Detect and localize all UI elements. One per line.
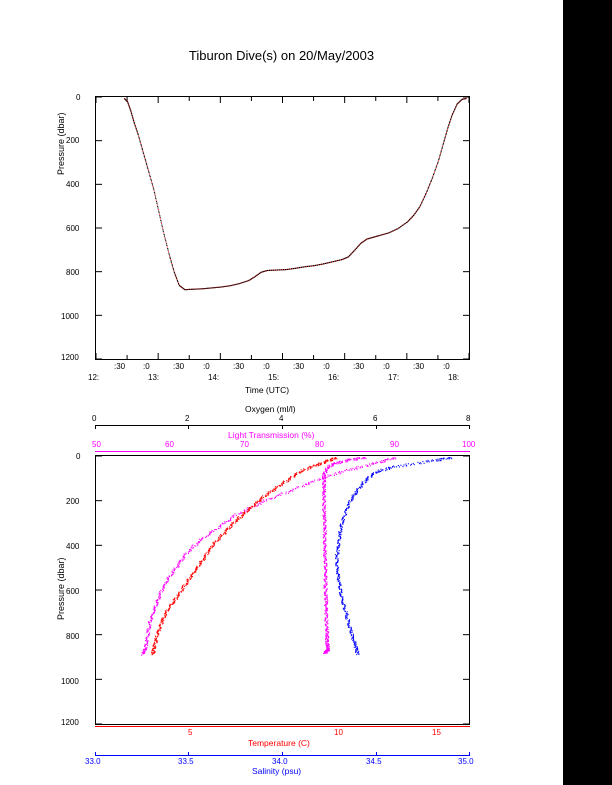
plot2-y-axis-label: Pressure (dbar): [56, 557, 66, 620]
plot1-xminor-1: :0: [143, 362, 150, 371]
dive-profile-plot: [95, 96, 470, 360]
plot1-xminor-8: :30: [353, 362, 365, 371]
temperature-ticklabel-10: 10: [334, 728, 343, 737]
transmission-ticklabel-70: 70: [240, 440, 249, 449]
plot1-xmajor-12: 12:: [88, 373, 100, 382]
oxygen-tick-6: [376, 425, 377, 429]
plot1-xminor-7: :0: [323, 362, 330, 371]
salinity-ticklabel-330: 33.0: [85, 757, 101, 766]
transmission-ticklabel-50: 50: [92, 440, 101, 449]
salinity-ticklabel-350: 35.0: [458, 757, 474, 766]
plot2-ytick-400: 400: [66, 542, 80, 551]
oxygen-tick-0: [95, 425, 96, 429]
plot1-xmajor-16: 16:: [328, 373, 340, 382]
plot1-xmajor-17: 17:: [388, 373, 400, 382]
transmission-ticklabel-80: 80: [315, 440, 324, 449]
plot2-ytick-600: 600: [66, 587, 80, 596]
plot1-ytick-1000: 1000: [61, 312, 79, 321]
salinity-tick-33: [95, 752, 96, 756]
plot1-x-axis-label: Time (UTC): [245, 385, 290, 395]
salinity-axis-label: Salinity (psu): [252, 766, 302, 776]
temperature-ticklabel-5: 5: [188, 728, 193, 737]
plot1-xminor-11: :0: [443, 362, 450, 371]
oxygen-ticklabel-2: 2: [185, 414, 190, 423]
plot1-ytick-1200: 1200: [61, 353, 79, 362]
salinity-tick-345: [376, 752, 377, 756]
temperature-axis-line: [95, 726, 470, 727]
oxygen-axis-label: Oxygen (ml/l): [245, 404, 296, 414]
plot1-ytick-200: 200: [66, 136, 80, 145]
salinity-ticklabel-340: 34.0: [272, 757, 288, 766]
dive-profile-canvas: [96, 97, 469, 359]
temperature-axis-label: Temperature (C): [248, 738, 310, 748]
plot2-ytick-1200: 1200: [61, 718, 79, 727]
plot1-ytick-800: 800: [66, 268, 80, 277]
oxygen-ticklabel-0: 0: [92, 414, 97, 423]
plot1-ytick-0: 0: [76, 93, 81, 102]
transmission-axis-label: Light Transmission (%): [228, 430, 315, 440]
oxygen-ticklabel-8: 8: [466, 414, 471, 423]
transmission-ticklabel-100: 100: [462, 440, 476, 449]
oxygen-tick-2: [188, 425, 189, 429]
plot1-ytick-600: 600: [66, 224, 80, 233]
plot1-xminor-9: :0: [383, 362, 390, 371]
ctd-profiles-plot: [95, 455, 470, 725]
salinity-tick-35: [469, 752, 470, 756]
plot1-xmajor-13: 13:: [148, 373, 160, 382]
oxygen-ticklabel-4: 4: [279, 414, 284, 423]
plot1-xmajor-14: 14:: [208, 373, 220, 382]
transmission-ticklabel-90: 90: [390, 440, 399, 449]
oxygen-tick-4: [282, 425, 283, 429]
salinity-tick-335: [188, 752, 189, 756]
plot1-y-axis-label: Pressure (dbar): [56, 112, 66, 175]
plot1-xminor-2: :30: [173, 362, 185, 371]
salinity-tick-34: [282, 752, 283, 756]
plot1-xminor-4: :30: [233, 362, 245, 371]
plot2-ytick-200: 200: [66, 497, 80, 506]
salinity-ticklabel-345: 34.5: [366, 757, 382, 766]
transmission-axis-line: [95, 451, 470, 452]
plot1-xminor-10: :30: [413, 362, 425, 371]
salinity-ticklabel-335: 33.5: [178, 757, 194, 766]
plot2-ytick-1000: 1000: [61, 677, 79, 686]
plot1-xminor-5: :0: [263, 362, 270, 371]
oxygen-tick-8: [469, 425, 470, 429]
plot1-xminor-6: :30: [293, 362, 305, 371]
plot2-ytick-800: 800: [66, 632, 80, 641]
plot1-xminor-0: :30: [114, 362, 126, 371]
plot1-xmajor-18: 18:: [448, 373, 460, 382]
plot2-ytick-0: 0: [76, 452, 81, 461]
plot1-xmajor-15: 15:: [268, 373, 280, 382]
figure-title: Tiburon Dive(s) on 20/May/2003: [188, 48, 375, 63]
transmission-ticklabel-60: 60: [165, 440, 174, 449]
plot1-ytick-400: 400: [66, 180, 80, 189]
plot1-xminor-3: :0: [203, 362, 210, 371]
temperature-ticklabel-15: 15: [432, 728, 441, 737]
ctd-profiles-canvas: [96, 456, 469, 724]
oxygen-ticklabel-6: 6: [373, 414, 378, 423]
